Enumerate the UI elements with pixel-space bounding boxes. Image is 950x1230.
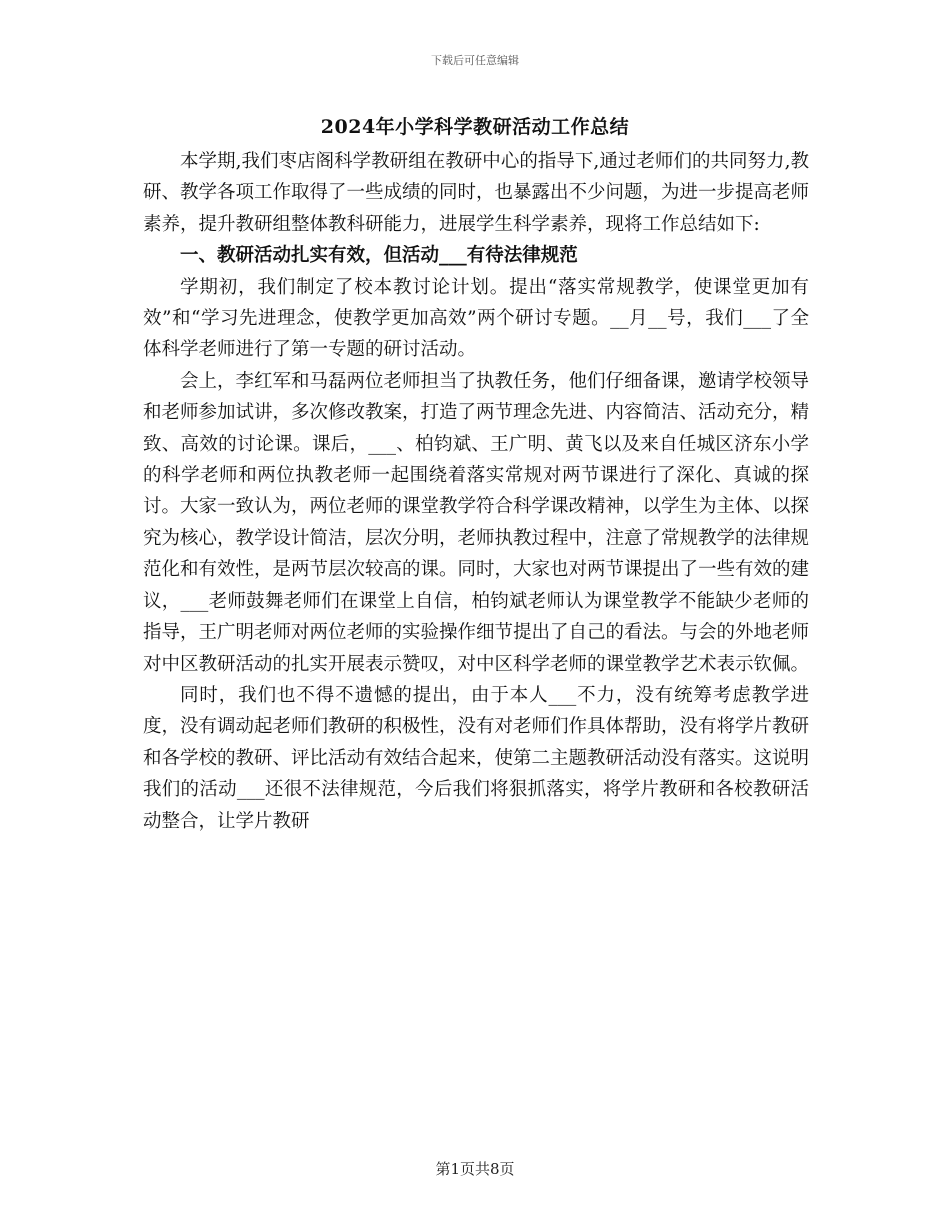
paragraph-reflection: 同时，我们也不得不遗憾的提出，由于本人___不力，没有统筹考虑教学进度，没有调动起老师们教研的积极性，没有对老师们作具体帮助，没有将学片教研和各学校的教研、评比活动有效结合起来，使第二主题教研活动没有落实。这说明我们的活动___还很不法律规范，今后我们将狠抓落实，将学片教研和各校教研活动整合，让学片教研 <box>143 684 810 832</box>
paragraph-plan: 学期初，我们制定了校本教讨论计划。提出“落实常规教学，使课堂更加有效”和“学习先进理念，使教学更加高效”两个研讨专题。__月__号，我们___了全体科学老师进行了第一专题的研讨活动。 <box>143 276 809 361</box>
page-header-note: 下载后可任意编辑 <box>431 54 519 67</box>
document-body <box>143 146 809 837</box>
paragraph-intro: 本学期,我们枣店阁科学教研组在教研中心的指导下,通过老师们的共同努力,教研、教学各项工作取得了一些成绩的同时，也暴露出不少问题，为进一步提高老师素养，提升教研组整体教科研能力，进展学生科学素养，现将工作总结如下: <box>143 151 810 235</box>
page-number: 第1页共8页 <box>435 1160 515 1178</box>
paragraph-meeting: 会上，李红军和马磊两位老师担当了执教任务，他们仔细备课，邀请学校领导和老师参加试讲，多次修改教案，打造了两节理念先进、内容简洁、活动充分，精致、高效的讨论课。课后，___、柏钧斌、王广明、黄飞以及来自任城区济东小学的科学老师和两位执教老师一起围绕着落实常规对两节课进行了深化、真诚的探讨。大家一致认为，两位老师的课堂教学符合科学课改精神，以学生为主体、以探究为核心，教学设计简洁，层次分明，老师执教过程中，注意了常规教学的法律规范化和有效性，是两节层次较高的课。同时，大家也对两节课提出了一些有效的建议，___老师鼓舞老师们在课堂上自信，柏钧斌老师认为课堂教学不能缺少老师的指导，王广明老师对两位老师的实验操作细节提出了自己的看法。与会的外地老师对中区教研活动的扎实开展表示赞叹，对中区科学老师的课堂教学艺术表示钦佩。 <box>143 370 810 675</box>
section-heading-1: 一、教研活动扎实有效，但活动___有待法律规范 <box>180 245 578 267</box>
document-title: 2024年小学科学教研活动工作总结 <box>320 116 630 138</box>
